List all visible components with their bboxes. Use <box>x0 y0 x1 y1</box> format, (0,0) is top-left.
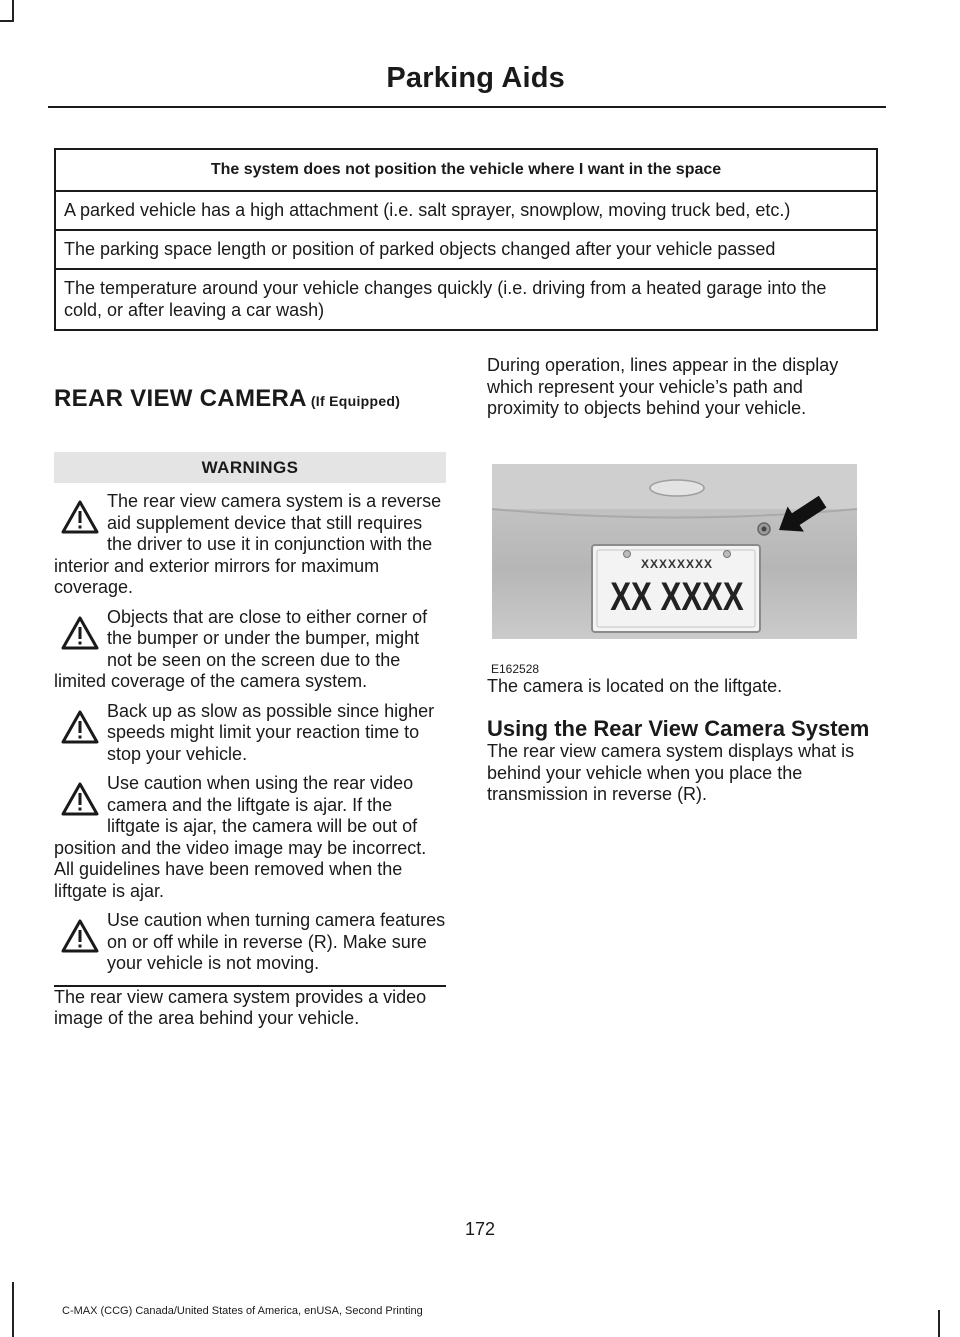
plate-main-text: XX XXXX <box>610 573 744 619</box>
page-number: 172 <box>464 1219 496 1239</box>
section-title: REAR VIEW CAMERA <box>54 385 307 412</box>
table-row: The parking space length or position of parked objects changed after your vehicle passed <box>55 230 877 269</box>
body-paragraph: The rear view camera system provides a video image of the area behind your vehicle. <box>54 986 427 1028</box>
subsection-heading: Using the Rear View Camera System <box>487 716 870 741</box>
table-row: The temperature around your vehicle changes quickly (i.e. driving from a heated garage into the cold, or after leaving a car wash) <box>55 269 877 330</box>
liftgate-camera-figure <box>487 464 879 676</box>
body-paragraph: During operation, lines appear in the display which represent your vehicle’s path and proximity to objects behind your vehicle. <box>487 355 839 418</box>
warning-text: Objects that are close to either corner of the bumper or under the bumper, might not be seen on the screen due to the limited coverage of the camera system. <box>54 606 428 691</box>
warning-text: Use caution when using the rear video camera and the liftgate is ajar. If the liftgate is ajar, the camera will be out of position and the video image may be incorrect. All guidelines have been removed when the liftgate is ajar. <box>54 773 427 901</box>
figure-code: E162528 <box>491 661 540 676</box>
warning-item <box>54 701 446 766</box>
right-column <box>487 355 879 806</box>
warning-triangle-icon <box>54 701 107 764</box>
body-paragraph: The rear view camera system displays what is behind your vehicle when you place the transmission in reverse (R). <box>487 741 855 804</box>
warning-triangle-icon <box>54 773 107 836</box>
crop-mark <box>12 1282 14 1337</box>
left-column <box>54 385 446 1030</box>
section-suffix: (If Equipped) <box>310 393 401 409</box>
warning-triangle-icon <box>54 491 107 554</box>
warning-text: The rear view camera system is a reverse aid supplement device that still requires the driver to use it in conjunction with the interior and exterior mirrors for maximum coverage. <box>54 491 442 597</box>
warning-text: Back up as slow as possible since higher speeds might limit your reaction time to stop your vehicle. <box>107 700 435 764</box>
warning-item <box>54 773 446 902</box>
troubleshooting-table <box>54 148 878 331</box>
plate-top-text: XXXXXXXX <box>640 556 714 571</box>
warning-item <box>54 910 446 975</box>
section-heading <box>54 385 446 413</box>
liftgate-illustration <box>487 464 879 659</box>
footer-text: C-MAX (CCG) Canada/United States of America, enUSA, Second Printing <box>62 1305 423 1317</box>
crop-mark <box>12 0 14 20</box>
crop-mark <box>0 20 14 22</box>
warning-text: Use caution when turning camera features on or off while in reverse (R). Make sure your vehicle is not moving. <box>107 910 446 973</box>
header-rule <box>48 106 886 108</box>
warning-item <box>54 491 446 599</box>
body-paragraph: The camera is located on the liftgate. <box>487 675 783 696</box>
page-header-title: Parking Aids <box>386 62 565 94</box>
warning-triangle-icon <box>54 910 107 973</box>
table-heading: The system does not position the vehicle where I want in the space <box>55 149 877 191</box>
warning-item <box>54 607 446 693</box>
crop-mark <box>938 1310 940 1337</box>
table-row: A parked vehicle has a high attachment (i.e. salt sprayer, snowplow, moving truck bed, etc.) <box>55 191 877 230</box>
warnings-label: WARNINGS <box>54 452 446 483</box>
warning-triangle-icon <box>54 607 107 670</box>
